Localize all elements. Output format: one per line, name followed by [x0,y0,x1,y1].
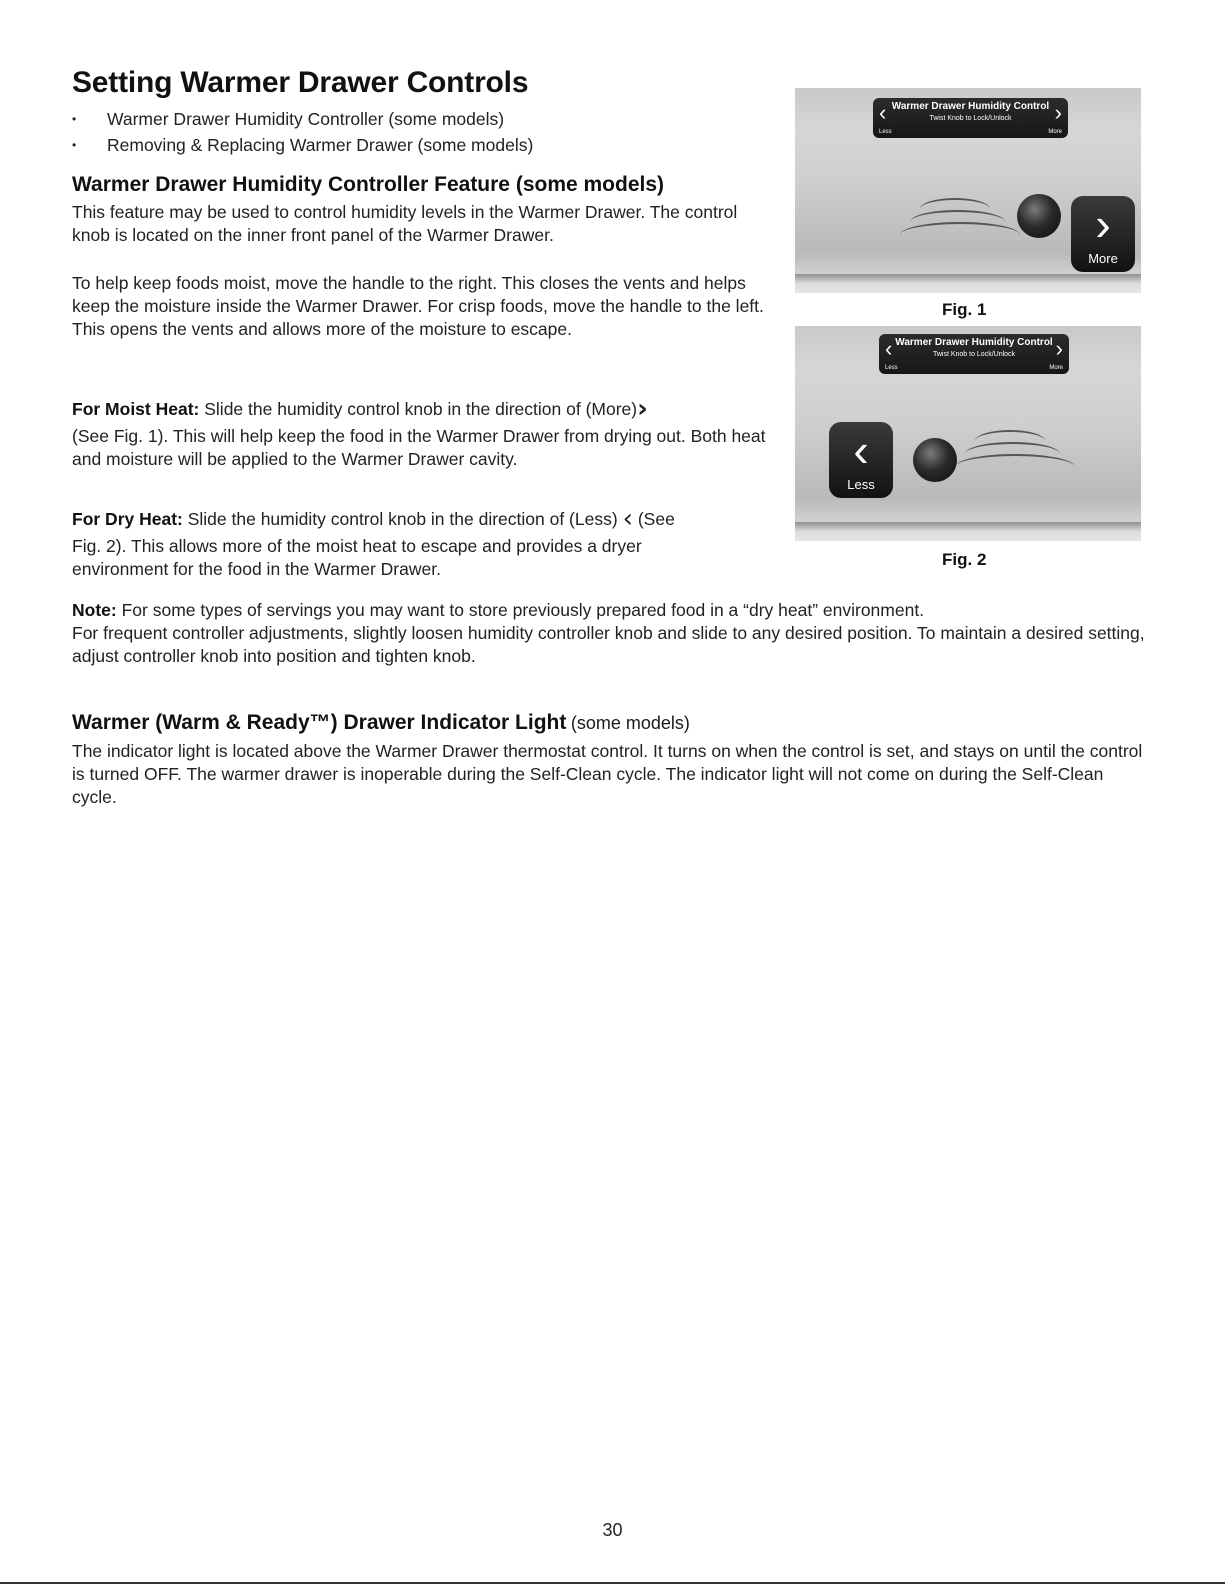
chevron-right-icon: › [1054,100,1062,125]
chevron-right-icon: › [637,394,648,424]
less-direction-label: Less [847,477,875,492]
humidity-control-label [879,334,1069,374]
panel-subtitle: Twist Knob to Lock/Unlock [932,351,1016,358]
note-label: Note: [72,600,117,620]
less-direction-button [829,422,893,498]
page-number: 30 [602,1520,623,1540]
figure-2-image [795,326,1141,541]
humidity-moist-crisp: To help keep foods moist, move the handle to the right. This closes the vents and helps keep the moisture inside the Warmer Drawer. For crisp foods, move the handle to the left. This opens the vents and allows more of the moisture to escape. [72,273,764,339]
panel-less-label: Less [885,365,898,371]
chevron-right-icon: › [1095,198,1111,250]
indicator-text: The indicator light is located above the Warmer Drawer thermostat control. It turns on when the control is set, and stays on until the control is turned OFF. The warmer drawer is inoperable during the Self-Clean cycle. The indicator light will not come on during the Self-Clean cycle. [72,741,1143,807]
chevron-left-icon: ‹ [885,336,893,361]
panel-less-label: Less [879,129,892,135]
moist-heat-paragraph [72,394,792,471]
humidity-control-label [873,98,1068,138]
drawer-rail [795,522,1141,532]
dry-heat-paragraph [72,504,792,581]
page-title: Setting Warmer Drawer Controls [72,66,529,99]
figure-1-image [795,88,1141,293]
panel-subtitle: Twist Knob to Lock/Unlock [929,115,1012,122]
indicator-heading-row [72,711,1152,735]
dry-heat-see: (See [637,509,675,529]
panel-title: Warmer Drawer Humidity Control [895,337,1053,348]
note-text: For some types of servings you may want to store previously prepared food in a “dry heat” environment. [121,600,925,620]
moist-heat-text: Slide the humidity control knob in the direction of (More) [204,399,638,419]
note-text-adjust: For frequent controller adjustments, slightly loosen humidity controller knob and slide to any desired position. To maintain a desired setting, adjust controller knob into position and tighten knob. [72,623,1145,666]
humidity-knob [1017,194,1061,238]
bottom-rule [0,1582,1225,1584]
chevron-left-icon: ‹ [622,504,633,534]
vent-line [900,222,1020,248]
dry-heat-text-cont: Fig. 2). This allows more of the moist heat to escape and provides a dryer environment for the food in the Warmer Drawer. [72,536,642,579]
chevron-left-icon: ‹ [853,424,869,476]
moist-heat-text-cont: (See Fig. 1). This will help keep the food in the Warmer Drawer from drying out. Both heat and moisture will be applied to the Warmer Drawer cavity. [72,426,766,469]
indicator-heading-suffix: (some models) [570,713,690,733]
humidity-intro: This feature may be used to control humidity levels in the Warmer Drawer. The control knob is located on the inner front panel of the Warmer Drawer. [72,202,738,245]
chevron-right-icon: › [1055,336,1063,361]
figure-1-caption: Fig. 1 [942,300,987,319]
panel-title: Warmer Drawer Humidity Control [891,101,1050,112]
topic-item-removing: • Removing & Replacing Warmer Drawer (some models) [72,132,533,158]
note-paragraph [72,599,1152,668]
moist-heat-label: For Moist Heat: [72,399,200,419]
more-direction-button [1071,196,1135,272]
drawer-rail [795,274,1141,284]
dry-heat-text: Slide the humidity control knob in the direction of (Less) [187,509,618,529]
humidity-knob [913,438,957,482]
topic-list [72,106,533,158]
humidity-heading: Warmer Drawer Humidity Controller Feature (some models) [72,173,665,196]
more-direction-label: More [1088,251,1118,266]
vent-line [955,454,1075,480]
dry-heat-label: For Dry Heat: [72,509,183,529]
figure-2-caption: Fig. 2 [942,550,987,569]
chevron-left-icon: ‹ [879,100,887,125]
panel-more-label: More [1048,129,1062,135]
panel-more-label: More [1049,365,1063,371]
indicator-heading: Warmer (Warm & Ready™) Drawer Indicator Light [72,711,567,734]
topic-item-humidity: • Warmer Drawer Humidity Controller (some models) [72,106,533,132]
